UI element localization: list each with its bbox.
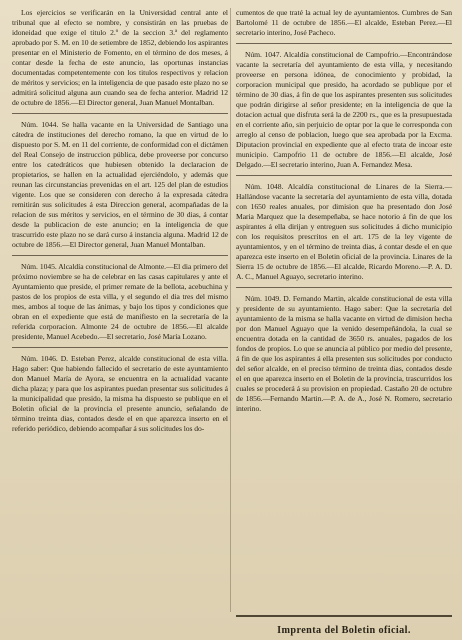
- notice-universidad-central: Los ejercicios se verificarán en la Universidad central ante el tribunal que al efecto se nombre, y consistirán en las pruebas de idoneidad que exige el titulo 2.º de la seccion 3.ª del reglamento aprobado por S. M. en 10 de setiembre de 1852, debiendo los aspirantes presentar en el Ministerio de Fomento, en el término de dos meses, á contar desde la fecha de este anuncio, las oportunas instancias documentadas competentemente con los titulos respectivos y relacion de méritos y servicios; en la inteligencia de que pasado este plazo no se admitirá solicitud alguna aun cuando sea de fecha anterior. Madrid 12 de octubre de 1856.—El Director general, Juan Manuel Montalban.: [12, 8, 228, 107]
- notice-1046-continuation: cumentos de que traté la actual ley de ayuntamientos. Cumbres de San Bartolomé 11 de octubre de 1856.—El alcalde, Esteban Perez.—El secretario interino, José Pacheco.: [236, 8, 452, 37]
- left-column: [12, 8, 228, 640]
- imprint-line: Imprenta del Boletin oficial.: [277, 625, 411, 636]
- notice-separator: [12, 113, 228, 114]
- notice-1048: Núm. 1048. Alcaldía constitucional de Linares de la Sierra.—Hallándose vacante la secretaría del ayuntamiento de esta villa, dotada con 1650 reales anuales, por dimision que ha presentado don José Maria Marquez que la desempeñaba, se hace notorio á fin de que los aspirantes á ella dirijan y entreguen sus solicitudes á dicho municipio con los requisitos prescritos en el art. 175 de la ley vigente de ayuntamientos, y en el término de treinta dias, á contar desde el en que aparezca este inserto en el Boletin oficial de la provincia. Linares de la Sierra 15 de octubre de 1856.—El alcalde, Ricardo Moreno.—P. A. D. A. C., Manuel Aguayo, secretario interino.: [236, 182, 452, 281]
- notice-1047: Núm. 1047. Alcaldía constitucional de Campofrio.—Encontrándose vacante la secretaría del ayuntamiento de esta villa, y necesitando proveerse en persona idónea, de conocimiento y probidad, la corporacion municipal que presido, ha acordado se publique por el término de 30 dias, á fin de que los aspirantes presenten sus solicitudes que podrán dirigirse al señor presidente; en la inteligencia de que la dotacion actual que disfruta será la de 2200 rs., que es la presupuestada en el corriente año, sin perjuicio de optar por la que le corresponda con arreglo al censo de poblacion, luego que sea aprobada por la Excma. Diputacion provincial en expediente que al efecto trata de incoar este municipio. Campofrio 11 de octubre de 1856.—El alcalde, José Delgado.—El secretario interino, Juan A. Fernandez Mesa.: [236, 50, 452, 169]
- notice-1044: Núm. 1044. Se halla vacante en la Universidad de Santiago una cátedra de instituciones del derecho romano, la que en virtud de lo dispuesto por S. M. en 11 del corriente, de conformidad con el dictámen del Real Consejo de instruccion pública, debe proveerse por concurso entre los catedráticos que hubiesen obtenido la declaracion de propietarios, se hallen en la actualidad ejerciéndolo, y además que reunan las circunstancias prevenidas en el art. 125 del plan de estudios vigente. Los que se consideren con derecho á la expresada cátedra remitirán sus solicitudes á esta Direccion general, acompañadas de la relacion de sus méritos y servicios, en el término de 30 dias, á contar desde la publicacion de este anuncio; en la inteligencia de que trascurrido este plazo no se dará curso á instancia alguna. Madrid 12 de octubre de 1856.—El Director general, Juan Manuel Montalban.: [12, 120, 228, 249]
- notice-1049: Núm. 1049. D. Fernando Martin, alcalde constitucional de esta villa y presidente de su ayuntamiento. Hago saber: Que la secretaría del ayuntamiento de la misma se halla vacante en virtud de dimision hecha por don Manuel Aguayo que la venido desempeñándola, la cual se encuentra dotada en la cantidad de 3650 rs. anuales, pagados de los fondos de propios. Lo que se anuncia al público por medio del presente, á fin de que los aspirantes á ella presenten sus solicitudes por conducto del señor alcalde, en el preciso término de treinta dias, contados desde el en que aparezca inserto en el Boletin de la provincia, trascurridos los cuales se procederá á su provision en propiedad. Castaño 20 de octubre de 1856.—Fernando Martin.—P. A. de A., José N. Romero, secretario interino.: [236, 294, 452, 413]
- right-column: [236, 8, 452, 640]
- notice-separator: [236, 287, 452, 288]
- notice-separator: [12, 255, 228, 256]
- notice-1045: Núm. 1045. Alcaldía constitucional de Almonte.—El dia primero del próximo noviembre se ha de celebrar en las casas capitulares y ante el Ayuntamiento que preside, el primer remate de la bellota, acebuchina y pastos de los propios de esta villa, y el segundo el dia tres del mismo mes, ambos al toque de las ánimas, y bajo los tipos y condiciones que obran en el expediente que está de manifiesto en la secretaría de la referida corporacion. Almonte 24 de octubre de 1856.—El alcalde presidente, Manuel Acebedo.—El secretario, José María Lozano.: [12, 262, 228, 341]
- column-divider: [230, 8, 231, 612]
- notice-separator: [236, 43, 452, 44]
- notice-1046: Núm. 1046. D. Esteban Perez, alcalde constitucional de esta villa. Hago saber: Que habiendo fallecido el secretario de este ayuntamiento don Manuel María de Ayora, se encuentra en la actualidad vacante dicha plaza; y para que los aspirantes puedan presentar sus solicitudes á la municipalidad que presido, la misma ha dispuesto se publique en el Boletin oficial de la provincia el presente anuncio, señalando de término treinta dias, contados desde el en que aparezca inserto en el referido periódico, debiendo acompañar á sus solicitudes los do-: [12, 354, 228, 433]
- notice-separator: [12, 347, 228, 348]
- notice-separator: [236, 175, 452, 176]
- imprint-rule: [236, 615, 452, 617]
